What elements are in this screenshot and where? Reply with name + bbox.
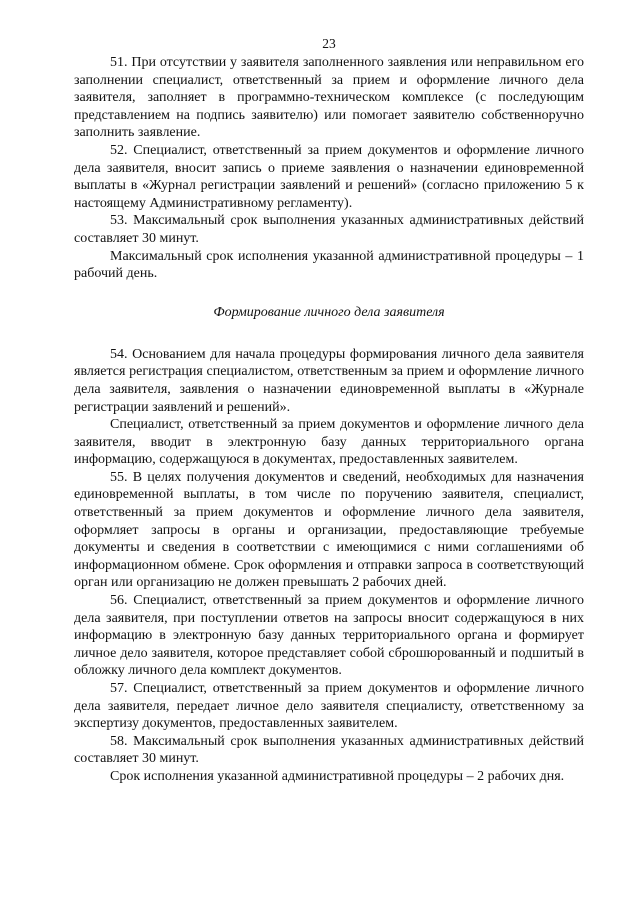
paragraph-58: 58. Максимальный срок выполнения указанных административных действий составляет 30 минут. xyxy=(74,733,584,767)
paragraph-55: 55. В целях получения документов и сведений, необходимых для назначения единовременной выплаты, в том числе по поручению заявителя, специалист, ответственный за прием документов и оформление личного дела заявителя, оформляет запросы в органы и организации, предоставляющие требуемые документы и сведения в соответствии с имеющимися с ними соглашениями об информационном обмене. Срок оформления и отправки запроса в соответствующий орган или организацию не должен превышать 2 рабочих дней. xyxy=(74,469,584,591)
paragraph-51: 51. При отсутствии у заявителя заполненного заявления или неправильном его заполнении специалист, ответственный за прием и оформление личного дела заявителя, заполняет в программно-техническом комплексе (с последующим представлением на подпись заявителю) или помогает заявителю собственноручно заполнить заявление. xyxy=(74,55,584,141)
paragraph-54-continued: Специалист, ответственный за прием документов и оформление личного дела заявителя, вводит в электронную базу данных территориального органа информацию, содержащуюся в документах, предоставленных заявителем. xyxy=(74,417,584,468)
paragraph-52: 52. Специалист, ответственный за прием документов и оформление личного дела заявителя, вносит запись о приеме заявления о назначении единовременной выплаты в «Журнал регистрации заявлений и решений» (согласно приложению 5 к настоящему Административному регламенту). xyxy=(74,142,584,211)
document-page xyxy=(74,36,584,786)
section-title: Формирование личного дела заявителя xyxy=(213,304,445,320)
paragraph-54: 54. Основанием для начала процедуры формирования личного дела заявителя является регистрация специалистом, ответственным за прием и оформление личного дела заявителя, заявления о назначении единовременной выплаты в «Журнале регистрации заявлений и решений». xyxy=(74,346,584,415)
paragraph-53: 53. Максимальный срок выполнения указанных административных действий составляет 30 минут. xyxy=(74,213,584,246)
paragraph-56: 56. Специалист, ответственный за прием документов и оформление личного дела заявителя, при поступлении ответов на запросы вносит содержащуюся в них информацию в электронную базу данных территориального органа и формирует личное дело заявителя, которое представляет собой сброшюрованный и подшитый в обложку личного дела комплект документов. xyxy=(74,593,584,679)
paragraph-57: 57. Специалист, ответственный за прием документов и оформление личного дела заявителя, передает личное дело заявителя специалисту, ответственному за экспертизу документов, предоставленных заявителем. xyxy=(74,681,584,732)
paragraph-procedure-deadline-1: Максимальный срок исполнения указанной административной процедуры – 1 рабочий день. xyxy=(74,248,584,282)
paragraph-procedure-deadline-2: Срок исполнения указанной административной процедуры – 2 рабочих дня. xyxy=(110,768,565,784)
page-number: 23 xyxy=(322,36,336,51)
